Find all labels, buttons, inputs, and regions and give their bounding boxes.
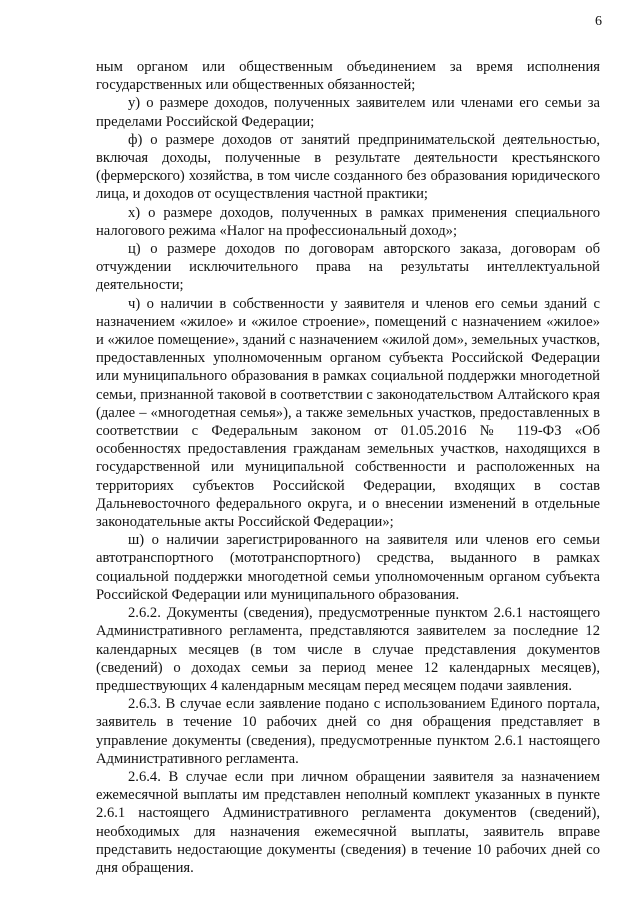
paragraph-item-kh: х) о размере доходов, полученных в рамках применения специального налогового режима «Налог на профессиональный доход»; xyxy=(96,204,600,239)
paragraph-item-u: у) о размере доходов, полученных заявителем или членами его семьи за пределами Российской Федерации; xyxy=(96,95,600,130)
paragraph-2-6-3: 2.6.3. В случае если заявление подано с использованием Единого портала, заявитель в течение 10 рабочих дней со дня обращения представляет в управление документы (сведения), предусмотренные пунктом 2.6.1 настоящего Административного регламента. xyxy=(96,696,600,767)
paragraph-2-6-2: 2.6.2. Документы (сведения), предусмотренные пунктом 2.6.1 настоящего Административного регламента, представляются заявителем за последние 12 календарных месяцев (в том числе в случае представления документов (сведений) о доходах семьи за период менее 12 календарных месяцев), предшествующих 4 календарным месяцам перед месяцем подачи заявления. xyxy=(96,605,600,694)
paragraph-continuation: ным органом или общественным объединением за время исполнения государственных или общественных обязанностей; xyxy=(96,59,600,94)
paragraph-2-6-4: 2.6.4. В случае если при личном обращении заявителя за назначением ежемесячной выплаты им представлен неполный комплект указанных в пункте 2.6.1 настоящего Административного регламента документов (сведений), необходимых для назначения ежемесячной выплаты, заявитель вправе представить недостающие документы (сведения) в течение 10 рабочих дней со дня обращения. xyxy=(96,768,600,876)
paragraph-item-ts: ц) о размере доходов по договорам авторского заказа, договорам об отчуждении исключительного права на результаты интеллектуальной деятельности; xyxy=(96,241,600,294)
paragraph-item-sh: ш) о наличии зарегистрированного на заявителя или членов его семьи автотранспортного (мототранспортного) средства, выданного в рамках социальной поддержки многодетной семьи уполномоченным органом субъекта Российской Федерации или муниципального образования. xyxy=(96,532,600,603)
document-body xyxy=(96,58,600,877)
paragraph-item-ch: ч) о наличии в собственности у заявителя и членов его семьи зданий с назначением «жилое» и «жилое строение», помещений с назначением «жилое» и «жилое помещение», зданий с назначением «жилой дом», земельных участков, предоставленных уполномоченным органом субъекта Российской Федерации или муниципального образования в рамках социальной поддержки многодетной семьи, признанной таковой в соответствии с законодательством Алтайского края (далее – «многодетная семья»), а также земельных участков, предоставленных в соответствии с Федеральным законом от 01.05.2016 № 119-ФЗ «Об особенностях предоставления гражданам земельных участков, находящихся в государственной или муниципальной собственности и расположенных на территориях субъектов Российской Федерации, входящих в состав Дальневосточного федерального округа, и о внесении изменений в отдельные законодательные акты Российской Федерации»; xyxy=(96,295,600,531)
paragraph-item-f: ф) о размере доходов от занятий предпринимательской деятельностью, включая доходы, полученные в результате деятельности крестьянского (фермерского) хозяйства, в том числе созданного без образования юридического лица, и доходов от осуществления частной практики; xyxy=(96,131,600,203)
page-number: 6 xyxy=(595,14,602,29)
